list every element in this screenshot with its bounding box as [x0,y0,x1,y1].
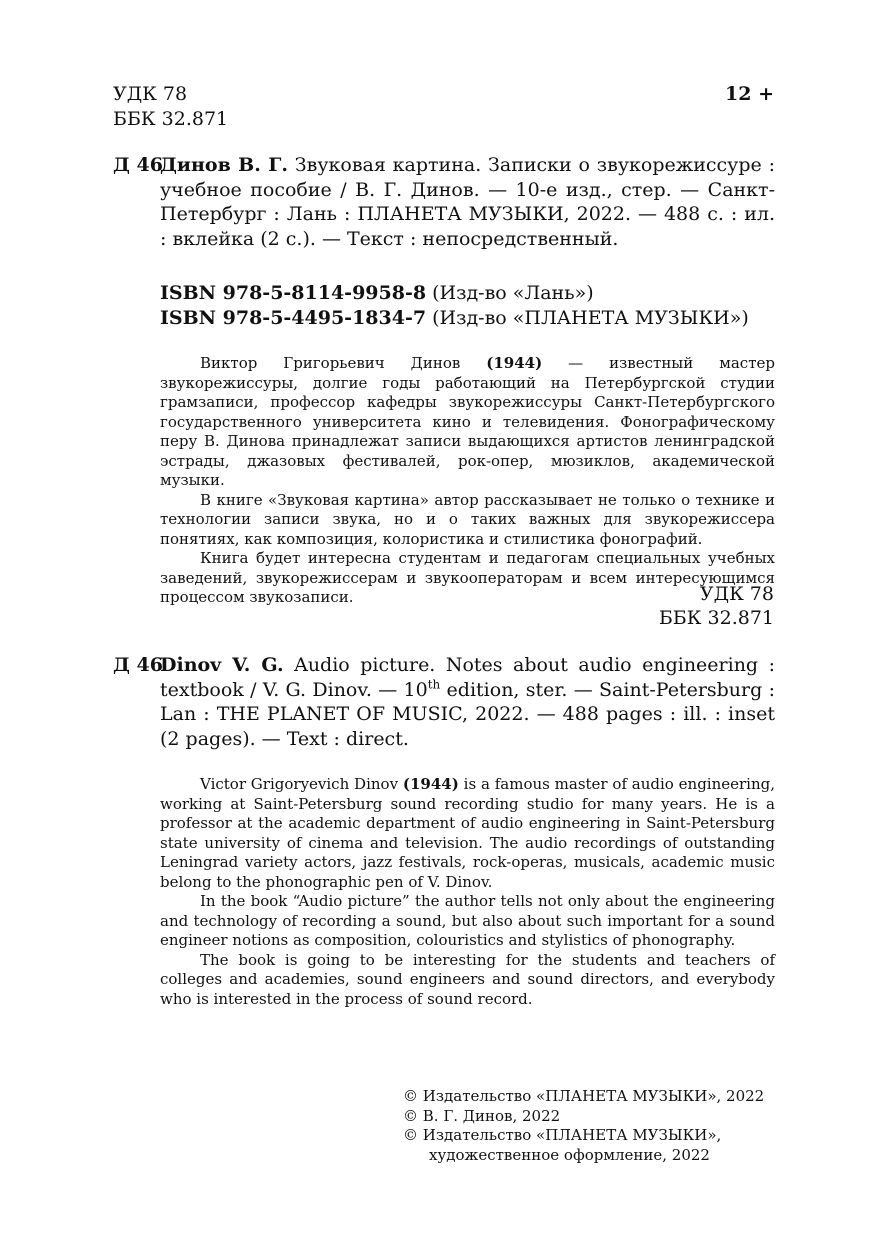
bibliographic-description [160,653,775,751]
copyright-line: художественное оформление, 2022 [429,1145,710,1164]
annotation-paragraph: В книге «Звуковая картина» автор рассказывает не только о технике и технологии записи звука, но и о таких важных для звукорежиссера понятиях, как композиция, колористика и стилистика фонографий. [160,490,775,548]
author-mark: Д 46 [113,154,163,176]
isbn-publisher: (Изд-во «ПЛАНЕТА МУЗЫКИ») [432,307,749,329]
isbn-line [160,281,594,306]
copyright-line: © В. Г. Динов, 2022 [403,1106,561,1125]
author-full-name: Виктор Григорьевич Динов [200,354,461,372]
isbn-number: ISBN 978-5-4495-1834-7 [160,307,427,329]
annotation-paragraph: The book is going to be interesting for the students and teachers of colleges and academies, sound engineers and sound directors, and everybody who is interested in the process of sound record. [160,950,775,1008]
description-text: Звуковая картина. Записки о звукорежиссуре : учебное пособие / В. Г. Динов. — 10-е изд., стер. — Санкт-Петербург : Лань : ПЛАНЕТА МУЗЫКИ, 2022. — 488 с. : ил. : вклейка (2 с.). — Текст : непосредственный. [160,154,775,250]
bibliographic-entry-ru [113,153,775,251]
annotation-paragraph [160,775,775,892]
bibliographic-description [160,153,775,251]
isbn-publisher: (Изд-во «Лань») [432,282,594,304]
author-name: Динов В. Г. [160,154,288,176]
description-text: Audio picture. Notes about audio engineering : textbook / V. G. Dinov. — 10 [160,654,775,701]
annotation-ru [160,354,775,608]
udk-code: УДК 78 [113,83,188,105]
copyright-line: © Издательство «ПЛАНЕТА МУЗЫКИ», 2022 [403,1087,765,1105]
age-rating: 12 + [725,83,774,105]
annotation-en [160,775,775,1009]
birth-year: (1944) [402,775,459,793]
annotation-paragraph: Книга будет интересна студентам и педагогам специальных учебных заведений, звукорежиссерам и звукооператорам и всем интересующимся процессом звукозаписи. [160,549,775,606]
ordinal-suffix: th [427,677,441,692]
copyright-block [403,1087,764,1165]
birth-year: (1944) [486,354,543,372]
copyright-line: © Издательство «ПЛАНЕТА МУЗЫКИ», [403,1126,722,1144]
author-mark: Д 46 [113,654,163,676]
annotation-paragraph [160,354,775,491]
paragraph-text: — известный мастер звукорежиссуры, долгие годы работающий на Петербургской студии грамзаписи, профессор кафедры звукорежиссуры Санкт-Петербургского государственного университета кино и телевидения. Фонографическому перу В. Динова принадлежат записи выдающихся артистов ленинградской эстрады, джазовых фестивалей, рок-опер, мюзиклов, академической музыки. [160,354,775,489]
isbn-number: ISBN 978-5-8114-9958-8 [160,282,427,304]
annotation-paragraph: In the book “Audio picture” the author tells not only about the engineering and technology of recording a sound, but also about such important for a sound engineer notions as composition, colouristics and stylistics of phonography. [160,892,775,949]
bibliographic-entry-en [113,653,775,751]
bbk-code: ББК 32.871 [658,607,774,629]
bbk-code: ББК 32.871 [113,108,229,130]
description-text: edition, ster. — Saint-Petersburg : Lan : THE PLANET OF MUSIC, 2022. — 488 pages : ill. : inset (2 pages). — Text : direct. [160,678,775,750]
author-full-name: Victor Grigoryevich Dinov [200,775,399,793]
author-name: Dinov V. G. [160,654,284,676]
isbn-line [160,306,749,331]
paragraph-text: is a famous master of audio engineering, working at Saint-Petersburg sound recording studio for many years. He is a professor at the academic department of audio engineering in Saint-Petersburg state university of cinema and television. The audio recordings of outstanding Leningrad variety actors, jazz festivals, rock-operas, musicals, academic music belong to the phonographic pen of V. Dinov. [160,775,776,891]
udk-code: УДК 78 [699,583,774,605]
